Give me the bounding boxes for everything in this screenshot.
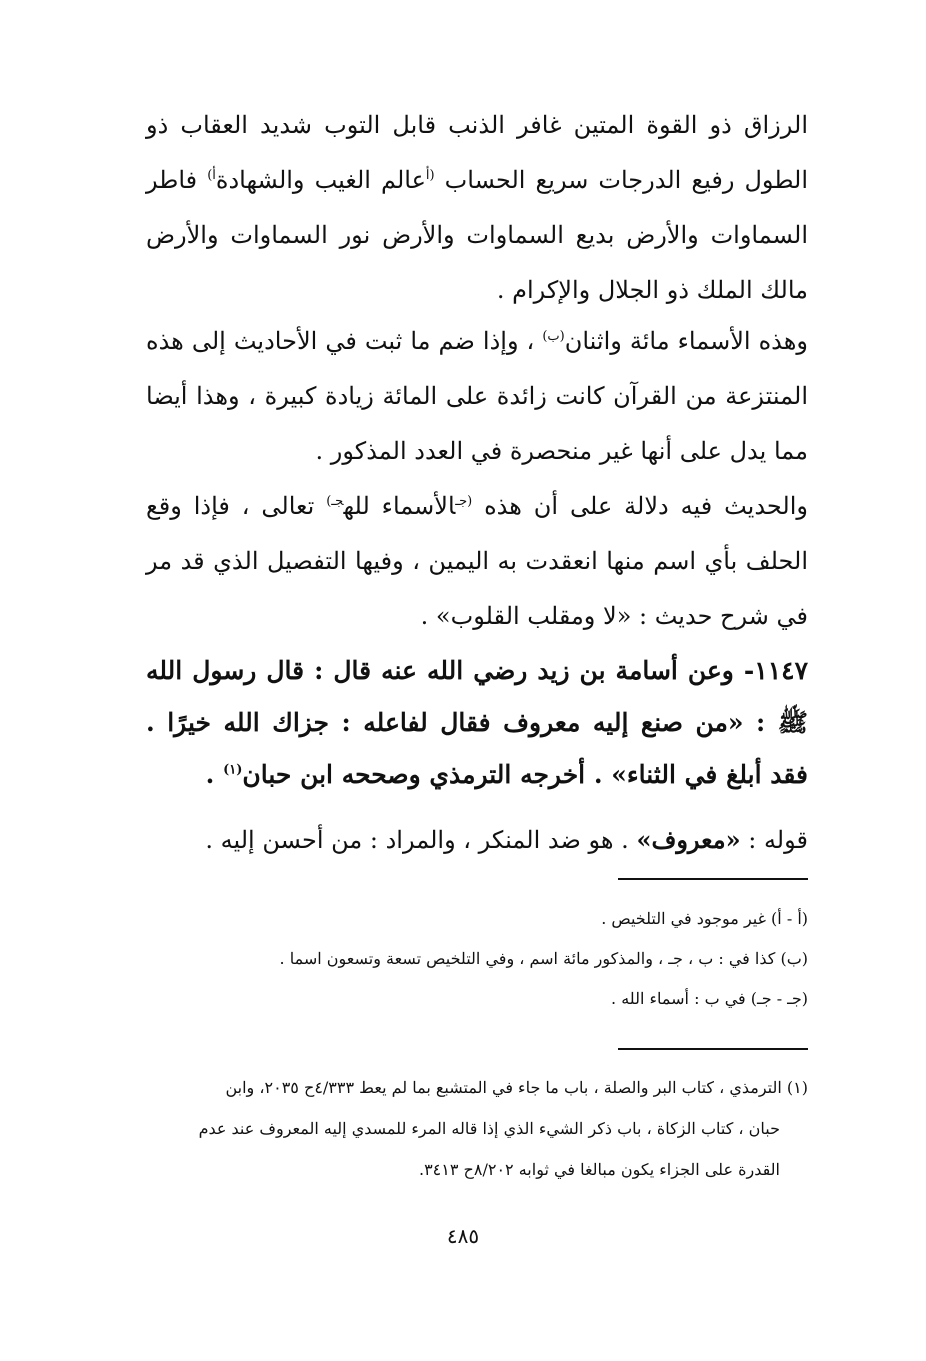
paragraph-names-count bbox=[146, 314, 808, 479]
commentary-paragraph bbox=[146, 812, 808, 868]
variant-note: (ب) كذا في : ب ، جـ ، والمذكور مائة اسم ، وفي التلخيص تسعة وتسعون اسما . bbox=[279, 949, 808, 968]
commentary-term: «معروف» bbox=[636, 825, 741, 854]
variant-mark-open: (أ bbox=[425, 168, 435, 183]
variant-mark-close: جـ) bbox=[326, 494, 344, 509]
commentary-text: . هو ضد المنكر ، والمراد : من أحسن إليه . bbox=[205, 826, 637, 854]
hadith-1147 bbox=[146, 645, 808, 801]
paragraph-text: تعالى ، فإذا وقع الحلف بأي اسم منها انعقدت به اليمين ، وفيها التفصيل الذي قد مر في شرح حديث : «لا ومقلب القلوب» . bbox=[146, 492, 808, 630]
source-note-line: القدرة على الجزاء يكون مبالغا في ثوابه ٨/٢٠٢ح ٣٤١٣. bbox=[418, 1160, 780, 1179]
hadith-end: . bbox=[205, 760, 224, 789]
source-note-line: (١) الترمذي ، كتاب البر والصلة ، باب ما جاء في المتشبع بما لم يعط ٤/٣٣٣ح ٢٠٣٥، وابن bbox=[225, 1078, 808, 1097]
source-note-line: حبان ، كتاب الزكاة ، باب ذكر الشيء الذي إذا قاله المرء للمسدي إليه المعروف عند عدم bbox=[198, 1119, 780, 1138]
source-notes bbox=[146, 1067, 808, 1190]
page-number: ٤٨٥ bbox=[446, 1224, 480, 1248]
paragraph-text: ، وإذا ضم ما ثبت في الأحاديث إلى هذه المنتزعة من القرآن كانت زائدة على المائة زيادة كبيرة ، وهذا أيضا مما يدل على أنها غير منحصرة في العدد المذكور . bbox=[146, 327, 808, 465]
paragraph-text: والحديث فيه دلالة على أن هذه bbox=[472, 492, 808, 520]
variant-notes bbox=[146, 899, 808, 1019]
paragraph-oath-ruling bbox=[146, 479, 808, 644]
hadith-text: ١١٤٧- وعن أسامة بن زيد رضي الله عنه قال : قال رسول الله ﷺ : «من صنع إليه معروف فقال لفاعله : جزاك الله خيرًا . فقد أبلغ في الثناء» . أخرجه الترمذي وصححه ابن حبان bbox=[146, 656, 808, 789]
variant-note: (جـ - جـ) في ب : أسماء الله . bbox=[611, 989, 808, 1008]
paragraph-divine-names bbox=[146, 98, 808, 318]
variant-mark: (ب) bbox=[542, 329, 565, 344]
footnote-divider bbox=[618, 878, 808, 880]
variant-note: (أ - أ) غير موجود في التلخيص . bbox=[601, 909, 808, 928]
footnote-divider bbox=[618, 1048, 808, 1050]
footnote-ref: (١) bbox=[223, 762, 243, 778]
paragraph-text: الأسماء لله bbox=[343, 492, 456, 520]
variant-mark-close: أ) bbox=[207, 168, 216, 183]
paragraph-text: عالم الغيب والشهادة bbox=[215, 166, 426, 194]
paragraph-text: وهذه الأسماء مائة واثنان bbox=[564, 327, 808, 355]
variant-mark-open: (جـ bbox=[455, 494, 473, 509]
commentary-text: قوله : bbox=[740, 826, 808, 854]
paragraph-text: فاطر السماوات والأرض بديع السماوات والأرض نور السماوات والأرض مالك الملك ذو الجلال والإكرام . bbox=[146, 166, 808, 304]
paragraph-text: الرزاق ذو القوة المتين غافر الذنب قابل التوب شديد العقاب ذو الطول رفيع الدرجات سريع الحساب bbox=[146, 111, 808, 194]
